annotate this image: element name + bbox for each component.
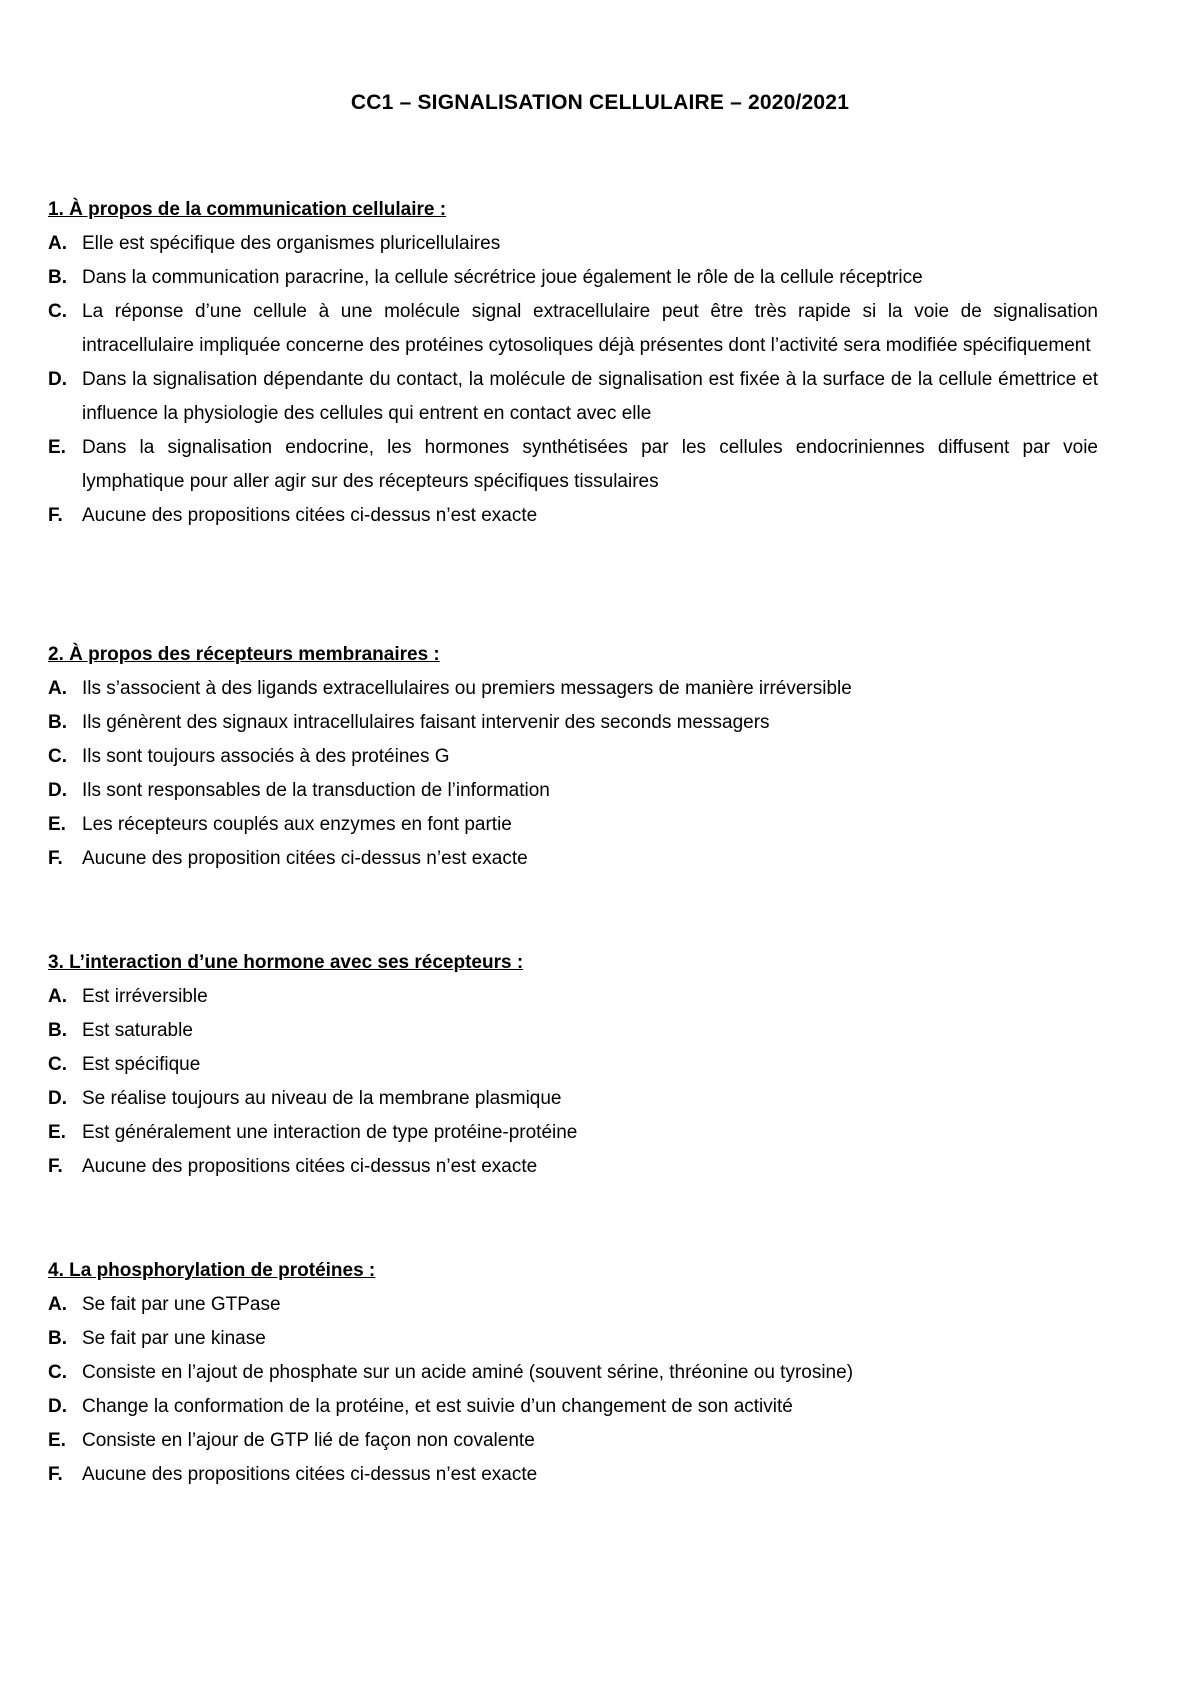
option-letter: A. [48,986,67,1007]
option-text: Se réalise toujours au niveau de la membrane plasmique [82,1088,562,1109]
question-heading: 2. À propos des récepteurs membranaires : [48,644,440,665]
option-text: Les récepteurs couplés aux enzymes en font partie [82,814,512,835]
option-text: Dans la signalisation endocrine, les hormones synthétisées par les cellules endocriniennes diffusent par voie lymphatique pour aller agir sur des récepteurs spécifiques tissulaires [82,437,1098,492]
option-item [48,1288,1098,1322]
option-item [48,227,1098,261]
option-letter: E. [48,814,66,835]
option-item [48,1390,1098,1424]
option-text: Se fait par une GTPase [82,1294,281,1315]
option-item [48,1458,1098,1492]
option-letter: F. [48,848,63,869]
option-list [48,1288,1098,1492]
option-item [48,363,1098,431]
page-title: CC1 – SIGNALISATION CELLULAIRE – 2020/2021 [350,91,850,114]
option-text: La réponse d’une cellule à une molécule signal extracellulaire peut être très rapide si la voie de signalisation intracellulaire impliquée concerne des protéines cytosoliques déjà présentes dont l’activité sera modifiée spécifiquement [82,301,1098,356]
option-letter: C. [48,1362,67,1383]
option-item [48,842,1098,876]
option-text: Change la conformation de la protéine, et est suivie d’un changement de son activité [82,1396,793,1417]
option-item [48,1082,1098,1116]
option-letter: F. [48,1464,63,1485]
question-heading: 1. À propos de la communication cellulaire : [48,199,447,220]
question-4 [48,1254,1098,1492]
option-text: Est généralement une interaction de type protéine-protéine [82,1122,578,1143]
question-2 [48,638,1098,876]
option-letter: E. [48,437,66,458]
option-text: Elle est spécifique des organismes pluricellulaires [82,233,501,254]
option-letter: E. [48,1430,66,1451]
option-item [48,1150,1098,1184]
option-item [48,740,1098,774]
option-item [48,1116,1098,1150]
option-list [48,980,1098,1184]
option-item [48,261,1098,295]
option-text: Dans la signalisation dépendante du contact, la molécule de signalisation est fixée à la surface de la cellule émettrice et influence la physiologie des cellules qui entrent en contact avec elle [82,369,1098,424]
option-letter: D. [48,1088,67,1109]
option-item [48,1014,1098,1048]
option-letter: E. [48,1122,66,1143]
option-item [48,1048,1098,1082]
option-letter: D. [48,780,67,801]
option-letter: D. [48,1396,67,1417]
option-letter: B. [48,712,67,733]
option-text: Aucune des propositions citées ci-dessus n’est exacte [82,505,538,526]
option-text: Ils sont toujours associés à des protéines G [82,746,450,767]
option-letter: D. [48,369,67,390]
option-item [48,431,1098,499]
option-letter: F. [48,505,63,526]
option-list [48,672,1098,876]
option-list [48,227,1098,533]
question-3 [48,946,1098,1184]
option-item [48,808,1098,842]
option-letter: B. [48,1328,67,1349]
option-letter: B. [48,267,67,288]
option-letter: A. [48,233,67,254]
option-item [48,774,1098,808]
option-text: Aucune des propositions citées ci-dessus n’est exacte [82,1464,538,1485]
option-letter: C. [48,746,67,767]
option-text: Aucune des proposition citées ci-dessus n’est exacte [82,848,528,869]
option-item [48,1356,1098,1390]
option-text: Ils s’associent à des ligands extracellulaires ou premiers messagers de manière irréversible [82,678,852,699]
option-text: Est saturable [82,1020,193,1041]
option-letter: C. [48,1054,67,1075]
question-heading: 4. La phosphorylation de protéines : [48,1260,376,1281]
option-text: Consiste en l’ajour de GTP lié de façon non covalente [82,1430,535,1451]
question-heading: 3. L’interaction d’une hormone avec ses récepteurs : [48,952,524,973]
option-letter: A. [48,1294,67,1315]
option-letter: F. [48,1156,63,1177]
option-item [48,706,1098,740]
option-item [48,499,1098,533]
option-item [48,980,1098,1014]
option-item [48,672,1098,706]
option-text: Ils génèrent des signaux intracellulaires faisant intervenir des seconds messagers [82,712,770,733]
option-text: Ils sont responsables de la transduction de l’information [82,780,550,801]
option-text: Dans la communication paracrine, la cellule sécrétrice joue également le rôle de la cellule réceptrice [82,267,923,288]
option-letter: C. [48,301,67,322]
question-1 [48,193,1098,533]
option-text: Aucune des propositions citées ci-dessus n’est exacte [82,1156,538,1177]
option-text: Consiste en l’ajout de phosphate sur un acide aminé (souvent sérine, thréonine ou tyrosine) [82,1362,854,1383]
option-letter: B. [48,1020,67,1041]
option-item [48,1322,1098,1356]
option-text: Est spécifique [82,1054,201,1075]
option-text: Se fait par une kinase [82,1328,266,1349]
option-item [48,1424,1098,1458]
option-letter: A. [48,678,67,699]
option-item [48,295,1098,363]
option-text: Est irréversible [82,986,208,1007]
